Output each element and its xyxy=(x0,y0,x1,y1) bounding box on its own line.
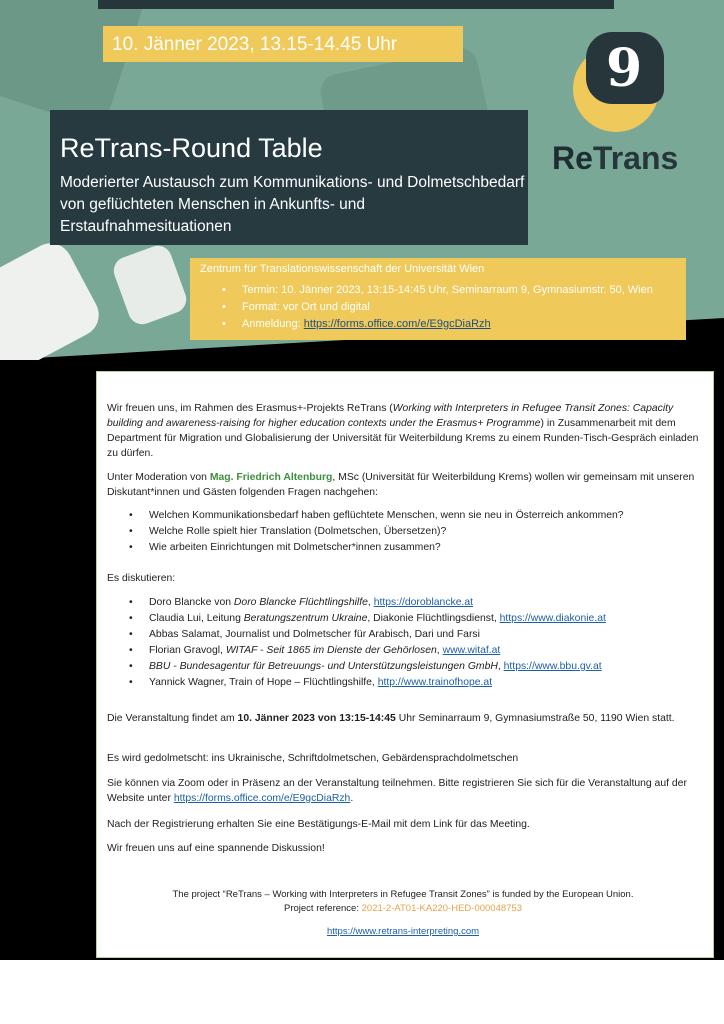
registration-text: Sie können via Zoom oder in Präsenz an der Veranstaltung teilnehmen. Bitte registrieren Sie sich für die Veranstaltung auf der Website unter xyxy=(107,778,687,804)
website-link[interactable]: https://www.retrans-interpreting.com xyxy=(326,926,480,937)
confirmation-paragraph: Nach der Registrierung erhalten Sie eine Bestätigungs-E-Mail mit dem Link für das Meeting. xyxy=(107,819,530,830)
speech-bubble-shape xyxy=(110,242,190,328)
panelist-org: BBU - Bundesagentur für Betreuungs- und Unterstützungsleistungen GmbH xyxy=(149,661,498,672)
panelist-text: Claudia Lui, Leitung xyxy=(149,613,244,624)
panelist-link[interactable]: https://www.diakonie.at xyxy=(499,613,606,624)
moderator-name: Mag. Friedrich Altenburg xyxy=(209,472,333,483)
info-item-registration-label: Anmeldung: xyxy=(242,318,304,330)
speech-bubble-shape xyxy=(0,236,106,360)
list-item xyxy=(107,659,699,675)
questions-list xyxy=(107,508,699,556)
intro-text-cont: ) in Zusammenarbeit mit dem Department für Migration und Globalisierung der Universität für Weiterbildung Krems zu einem Runden-Tisch-Gespräch einladen zu dürfen. xyxy=(107,418,699,459)
intro-text: Wir freuen uns, im Rahmen des Erasmus+-Projekts ReTrans ( xyxy=(107,403,393,414)
top-bar xyxy=(98,0,614,9)
page-subtitle: Moderierter Austausch zum Kommunikations- und Dolmetschbedarf von geflüchteten Menschen in Ankunfts- und Erstaufnahmesituationen xyxy=(60,174,525,235)
list-item: • Wie arbeiten Einrichtungen mit Dolmetscher*innen zusammen? xyxy=(107,540,699,556)
details-location: Uhr Seminarraum 9, Gymnasiumstraße 50, 1190 Wien statt. xyxy=(395,713,675,724)
logo-text-trans: Trans xyxy=(592,140,679,176)
period: . xyxy=(350,793,354,804)
list-item: • Welchen Kommunikationsbedarf haben geflüchtete Menschen, wenn sie neu in Österreich ankommen? xyxy=(107,508,699,524)
panelist-org: WITAF - Seit 1865 im Dienste der Gehörlosen xyxy=(225,645,437,656)
panel-list-wrap xyxy=(107,595,699,691)
list-item xyxy=(107,643,699,659)
project-full-title: Working with Interpreters in Refugee Transit Zones: Capacity building and awareness-raising for higher education contexts under the Erasmus+ Programme xyxy=(107,403,674,429)
panelist-link[interactable]: https://www.bbu.gv.at xyxy=(503,661,602,672)
list-item xyxy=(107,595,699,611)
panelist-text: Yannick Wagner, Train of Hope – Flüchtlingshilfe, xyxy=(149,677,378,688)
info-item-date-text: Termin: 10. Jänner 2023, 13:15-14:45 Uhr, Seminarraum 9, Gymnasiumstr. 50, Wien xyxy=(242,284,653,296)
separator: , xyxy=(367,597,374,608)
panelist-text-cont: , Diakonie Flüchtlingsdienst, xyxy=(367,613,500,624)
page-title: ReTrans-Round Table xyxy=(60,133,323,163)
info-list xyxy=(222,282,653,333)
panelist-org: Beratungszentrum Ukraine xyxy=(243,613,368,624)
info-item-registration xyxy=(222,316,653,333)
panel-heading: Es diskutieren: xyxy=(107,573,176,584)
separator: , xyxy=(497,661,504,672)
list-item xyxy=(107,675,699,691)
list-item: • Welche Rolle spielt hier Translation (Dolmetschen, Übersetzen)? xyxy=(107,524,699,540)
moderation-text: Unter Moderation von xyxy=(107,472,210,483)
logo-quote-mark: 9 xyxy=(606,38,643,99)
event-date: 10. Jänner 2023, 13.15-14.45 Uhr xyxy=(112,34,398,55)
logo-speech-bubble-icon xyxy=(586,32,664,104)
panelist-text: Florian Gravogl, xyxy=(149,645,226,656)
reference-label: Project reference: xyxy=(284,903,362,914)
intro-paragraph xyxy=(107,401,699,461)
panelist-link[interactable]: https://doroblancke.at xyxy=(373,597,474,608)
separator: , xyxy=(436,645,443,656)
panelist-link[interactable]: http://www.trainofhope.at xyxy=(377,677,493,688)
info-item-date xyxy=(222,282,653,299)
retrans-logo xyxy=(552,140,678,177)
funding-notice: The project “ReTrans – Working with Interpreters in Refugee Transit Zones” is funded by the European Union. xyxy=(172,889,634,900)
info-item-format xyxy=(222,299,653,316)
info-item-format-text: Format: vor Ort und digital xyxy=(242,301,370,313)
info-heading: Zentrum für Translationswissenschaft der Universität Wien xyxy=(200,263,485,275)
interpreting-paragraph: Es wird gedolmetscht: ins Ukrainische, Schriftdolmetschen, Gebärdensprachdolmetschen xyxy=(107,753,519,764)
panelist-org: Doro Blancke Flüchtlingshilfe xyxy=(233,597,368,608)
list-item xyxy=(107,611,699,627)
logo-text-re: Re xyxy=(552,140,593,176)
project-reference xyxy=(107,902,699,916)
moderation-text-cont: , MSc (Universität für Weiterbildung Krems) wollen wir gemeinsam mit unseren Diskutant*innen und Gästen folgenden Fragen nachgehen: xyxy=(107,472,695,498)
registration-link[interactable]: https://forms.office.com/e/E9gcDiaRzh xyxy=(303,318,491,330)
panelist-text: Doro Blancke von xyxy=(149,597,234,608)
footer-link-wrap xyxy=(107,925,699,939)
details-text: Die Veranstaltung findet am xyxy=(107,713,238,724)
registration-link-body[interactable]: https://forms.office.com/e/E9gcDiaRzh xyxy=(173,793,351,804)
reference-value: 2021-2-AT01-KA220-HED-000048753 xyxy=(361,903,522,914)
closing-paragraph: Wir freuen uns auf eine spannende Diskussion! xyxy=(107,843,325,854)
event-details-paragraph xyxy=(107,711,699,726)
questions-list-wrap xyxy=(107,508,699,556)
registration-paragraph xyxy=(107,776,699,806)
panel-list xyxy=(107,595,699,691)
list-item: • Abbas Salamat, Journalist und Dolmetscher für Arabisch, Dari und Farsi xyxy=(107,627,699,643)
details-datetime: 10. Jänner 2023 von 13:15-14:45 xyxy=(237,713,396,724)
moderation-paragraph xyxy=(107,470,699,500)
panelist-link[interactable]: www.witaf.at xyxy=(442,645,501,656)
